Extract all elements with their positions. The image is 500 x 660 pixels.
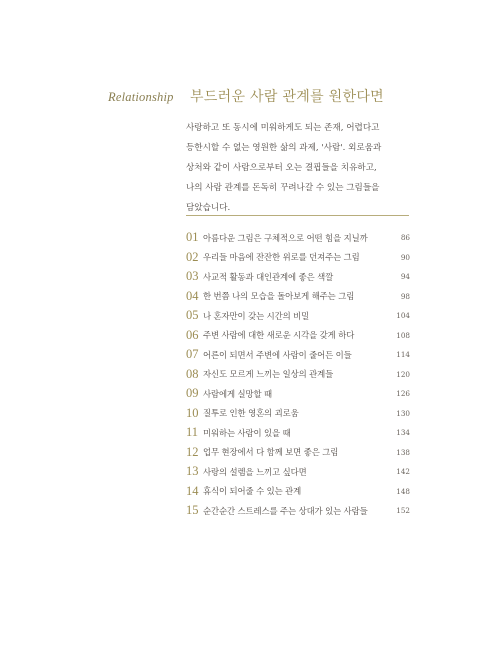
- toc-number: 14: [186, 483, 199, 498]
- toc-title: 한 번쯤 나의 모습을 돌아보게 해주는 그림: [203, 291, 355, 302]
- toc-entry[interactable]: [186, 384, 410, 404]
- intro-line: 등한시할 수 없는 영원한 삶의 과제, '사람'. 외로움과: [186, 143, 382, 153]
- toc-number: 08: [186, 366, 199, 381]
- toc-number: 05: [186, 308, 199, 323]
- toc-title: 우리들 마음에 잔잔한 위로를 던져주는 그림: [203, 252, 360, 263]
- toc-entry[interactable]: [186, 443, 410, 463]
- toc-number: 10: [186, 405, 199, 420]
- toc-number: 02: [186, 249, 199, 264]
- toc-page: 108: [396, 330, 410, 340]
- toc-title: 순간순간 스트레스를 주는 상대가 있는 사람들: [203, 505, 368, 516]
- intro-paragraph: [186, 118, 408, 218]
- toc-page: 104: [396, 311, 410, 321]
- toc-entry[interactable]: [186, 404, 410, 424]
- toc-title: 미워하는 사람이 있을 때: [203, 427, 291, 438]
- toc-number: 11: [186, 425, 199, 440]
- intro-line: 담았습니다.: [186, 203, 231, 213]
- intro-line: 상처와 같이 사람으로부터 오는 결핍들을 치유하고,: [186, 163, 377, 173]
- toc-number: 04: [186, 288, 199, 303]
- toc-entry[interactable]: [186, 306, 410, 326]
- toc-entry[interactable]: [186, 501, 410, 521]
- toc-title: 업무 현장에서 다 함께 보면 좋은 그림: [203, 447, 339, 458]
- divider-rule: [186, 215, 409, 216]
- toc-entry[interactable]: [186, 248, 410, 268]
- toc-entry[interactable]: [186, 462, 410, 482]
- toc-page: 86: [400, 233, 410, 243]
- toc-page: 90: [400, 252, 410, 262]
- toc-page: 98: [400, 291, 410, 301]
- toc-title: 휴식이 되어줄 수 있는 관계: [203, 486, 302, 497]
- table-of-contents: [186, 228, 410, 521]
- toc-title: 주변 사람에 대한 새로운 시각을 갖게 하다: [203, 330, 355, 341]
- toc-page: 120: [396, 369, 410, 379]
- toc-page: 148: [396, 486, 410, 496]
- section-header: [108, 86, 384, 106]
- toc-title: 아름다운 그림은 구체적으로 어떤 힘을 지닐까: [203, 232, 368, 243]
- toc-entry[interactable]: [186, 365, 410, 385]
- toc-page: 152: [396, 506, 410, 516]
- toc-entry[interactable]: [186, 345, 410, 365]
- intro-line: 사랑하고 또 동시에 미워하게도 되는 존재, 어렵다고: [186, 123, 380, 133]
- toc-entry[interactable]: [186, 326, 410, 346]
- toc-entry[interactable]: [186, 482, 410, 502]
- toc-entry[interactable]: [186, 287, 410, 307]
- toc-number: 09: [186, 386, 199, 401]
- toc-title: 어른이 되면서 주변에 사람이 줄어든 이들: [203, 349, 352, 360]
- toc-number: 06: [186, 327, 199, 342]
- toc-title: 자신도 모르게 느끼는 일상의 관계들: [203, 369, 334, 380]
- toc-page: 134: [396, 428, 410, 438]
- toc-entry[interactable]: [186, 228, 410, 248]
- toc-title: 나 혼자만이 갖는 시간의 비밀: [203, 310, 310, 321]
- toc-entry[interactable]: [186, 423, 410, 443]
- toc-page: 114: [396, 350, 410, 360]
- toc-number: 01: [186, 230, 199, 245]
- toc-number: 12: [186, 444, 199, 459]
- toc-page: 126: [396, 389, 410, 399]
- toc-title: 사랑의 설렘을 느끼고 싶다면: [203, 466, 307, 477]
- toc-page: 130: [396, 408, 410, 418]
- toc-number: 15: [186, 503, 199, 518]
- toc-page: 138: [396, 447, 410, 457]
- section-title: 부드러운 사람 관계를 원한다면: [190, 89, 384, 105]
- section-eyebrow: Relationship: [108, 90, 174, 104]
- intro-line: 나의 사람 관계를 돈독히 꾸려나갈 수 있는 그림들을: [186, 183, 380, 193]
- toc-number: 03: [186, 269, 199, 284]
- toc-page: 142: [396, 467, 410, 477]
- toc-title: 질투로 인한 영혼의 괴로움: [203, 408, 299, 419]
- toc-number: 13: [186, 464, 199, 479]
- toc-entry[interactable]: [186, 267, 410, 287]
- toc-title: 사교적 활동과 대인관계에 좋은 색깔: [203, 271, 334, 282]
- toc-title: 사람에게 실망할 때: [203, 388, 273, 399]
- toc-number: 07: [186, 347, 199, 362]
- toc-page: 94: [400, 272, 410, 282]
